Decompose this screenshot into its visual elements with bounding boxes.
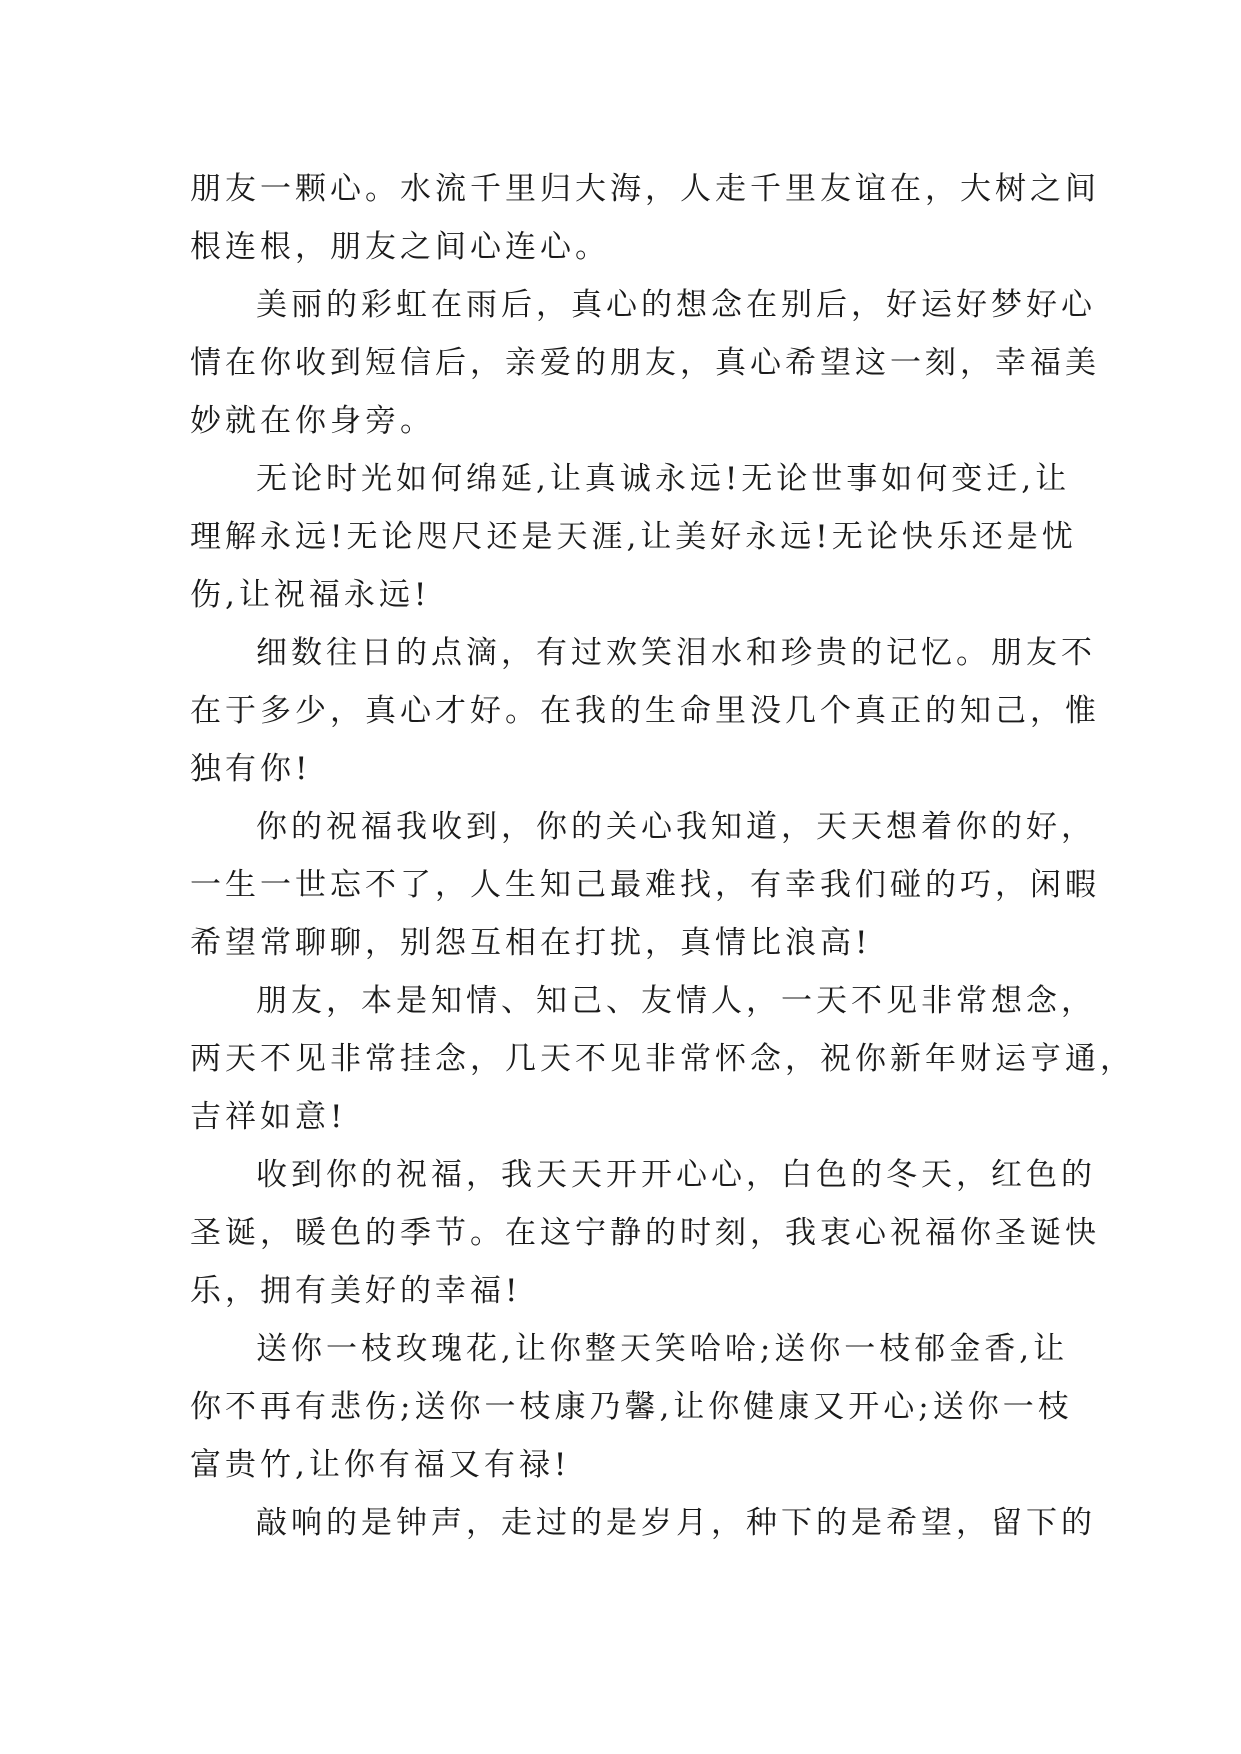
text-line: 一生一世忘不了，人生知己最难找，有幸我们碰的巧，闲暇 (190, 867, 1100, 903)
text-line: 朋友一颗心。水流千里归大海，人走千里友谊在，大树之间 (190, 171, 1100, 207)
text-line: 圣诞，暖色的季节。在这宁静的时刻，我衷心祝福你圣诞快 (190, 1215, 1100, 1251)
text-line: 理解永远!无论咫尺还是天涯,让美好永远!无论快乐还是忧 (190, 519, 1077, 555)
text-line: 你不再有悲伤;送你一枝康乃馨,让你健康又开心;送你一枝 (190, 1389, 1073, 1425)
text-line: 妙就在你身旁。 (190, 403, 435, 439)
text-line: 你的祝福我收到，你的关心我知道，天天想着你的好， (256, 809, 1096, 845)
text-line: 乐，拥有美好的幸福! (190, 1273, 522, 1309)
text-line: 两天不见非常挂念，几天不见非常怀念，祝你新年财运亨通， (190, 1041, 1135, 1077)
text-line: 细数往日的点滴，有过欢笑泪水和珍贵的记忆。朋友不 (256, 635, 1096, 671)
paragraph-3 (190, 450, 1077, 624)
text-line: 根连根，朋友之间心连心。 (190, 229, 610, 265)
paragraph-4 (190, 624, 1100, 798)
paragraph-7 (190, 1146, 1100, 1320)
document-body (190, 160, 1135, 1552)
paragraph-5 (190, 798, 1100, 972)
text-line: 在于多少，真心才好。在我的生命里没几个真正的知己，惟 (190, 693, 1100, 729)
text-line: 美丽的彩虹在雨后，真心的想念在别后，好运好梦好心 (256, 287, 1096, 323)
paragraph-9 (190, 1494, 1096, 1552)
paragraph-6 (190, 972, 1135, 1146)
text-line: 敲响的是钟声，走过的是岁月，种下的是希望，留下的 (256, 1505, 1096, 1541)
text-line: 希望常聊聊，别怨互相在打扰，真情比浪高! (190, 925, 872, 961)
paragraph-8 (190, 1320, 1073, 1494)
text-line: 情在你收到短信后，亲爱的朋友，真心希望这一刻，幸福美 (190, 345, 1100, 381)
text-line: 富贵竹,让你有福又有禄! (190, 1447, 571, 1483)
text-line: 送你一枝玫瑰花,让你整天笑哈哈;送你一枝郁金香,让 (256, 1331, 1069, 1367)
text-line: 无论时光如何绵延,让真诚永远!无论世事如何变迁,让 (256, 461, 1071, 497)
paragraph-2 (190, 276, 1100, 450)
text-line: 独有你! (190, 751, 312, 787)
text-line: 吉祥如意! (190, 1099, 347, 1135)
text-line: 朋友，本是知情、知己、友情人，一天不见非常想念， (256, 983, 1096, 1019)
text-line: 收到你的祝福，我天天开开心心，白色的冬天，红色的 (256, 1157, 1096, 1193)
paragraph-1 (190, 160, 1100, 276)
text-line: 伤,让祝福永远! (190, 577, 431, 613)
